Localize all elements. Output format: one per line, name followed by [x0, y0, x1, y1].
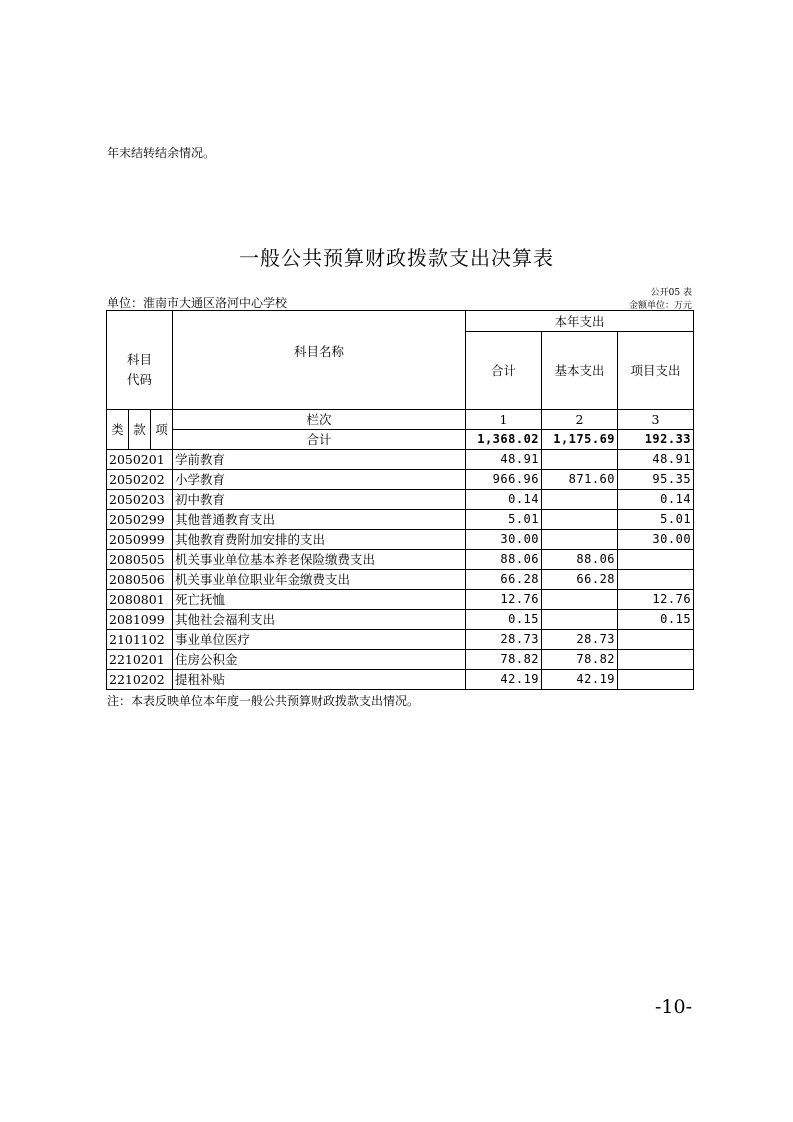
row-code: 2050203 [107, 490, 173, 510]
table-row [107, 630, 694, 650]
row-basic [542, 490, 618, 510]
table-row [107, 610, 694, 630]
row-project [618, 550, 694, 570]
row-name: 小学教育 [173, 470, 466, 490]
index-row [107, 410, 694, 430]
row-total: 5.01 [466, 510, 542, 530]
page-title: 一般公共预算财政拨款支出决算表 [239, 246, 554, 270]
lanci-label: 栏次 [173, 410, 466, 430]
header-row-1 [107, 311, 694, 332]
row-code: 2080801 [107, 590, 173, 610]
expenditure-table [106, 310, 694, 690]
row-project: 30.00 [618, 530, 694, 550]
table-row [107, 570, 694, 590]
row-code: 2050201 [107, 450, 173, 470]
row-code: 2101102 [107, 630, 173, 650]
row-basic: 871.60 [542, 470, 618, 490]
total-row-project: 192.33 [618, 430, 694, 450]
row-name: 其他普通教育支出 [173, 510, 466, 530]
table-footnote: 注：本表反映单位本年度一般公共预算财政拨款支出情况。 [107, 694, 420, 708]
row-basic: 78.82 [542, 650, 618, 670]
col-project-header: 项目支出 [618, 332, 694, 410]
row-project: 0.14 [618, 490, 694, 510]
row-name: 机关事业单位基本养老保险缴费支出 [173, 550, 466, 570]
table-row [107, 450, 694, 470]
col-index-2: 2 [542, 410, 618, 430]
row-total: 28.73 [466, 630, 542, 650]
row-name: 其他教育费附加安排的支出 [173, 530, 466, 550]
row-total: 88.06 [466, 550, 542, 570]
total-row-label: 合计 [173, 430, 466, 450]
total-row-total: 1,368.02 [466, 430, 542, 450]
lei-header: 类 [107, 410, 129, 450]
row-name: 事业单位医疗 [173, 630, 466, 650]
form-number: 公开05 表 [650, 288, 692, 298]
row-total: 48.91 [466, 450, 542, 470]
table-row [107, 470, 694, 490]
row-total: 12.76 [466, 590, 542, 610]
row-basic: 88.06 [542, 550, 618, 570]
table-row [107, 590, 694, 610]
row-name: 学前教育 [173, 450, 466, 470]
row-code: 2080505 [107, 550, 173, 570]
unit-label: 单位：淮南市大通区洛河中心学校 [107, 296, 288, 310]
row-total: 0.15 [466, 610, 542, 630]
row-total: 966.96 [466, 470, 542, 490]
code-header [107, 311, 173, 410]
total-row [107, 430, 694, 450]
row-code: 2050299 [107, 510, 173, 530]
row-total: 0.14 [466, 490, 542, 510]
previous-section-note: 年末结转结余情况。 [107, 146, 216, 160]
row-project: 12.76 [618, 590, 694, 610]
row-project [618, 670, 694, 690]
row-project: 95.35 [618, 470, 694, 490]
row-basic [542, 450, 618, 470]
table-row [107, 490, 694, 510]
row-name: 住房公积金 [173, 650, 466, 670]
row-basic: 42.19 [542, 670, 618, 690]
row-basic [542, 590, 618, 610]
col-total-header: 合计 [466, 332, 542, 410]
row-project [618, 650, 694, 670]
year-expenditure-header: 本年支出 [466, 311, 694, 332]
row-project: 0.15 [618, 610, 694, 630]
table-row [107, 550, 694, 570]
row-total: 30.00 [466, 530, 542, 550]
row-basic: 28.73 [542, 630, 618, 650]
row-code: 2050999 [107, 530, 173, 550]
row-basic [542, 530, 618, 550]
row-name: 提租补贴 [173, 670, 466, 690]
row-total: 66.28 [466, 570, 542, 590]
row-project [618, 630, 694, 650]
row-name: 死亡抚恤 [173, 590, 466, 610]
row-code: 2081099 [107, 610, 173, 630]
row-basic [542, 610, 618, 630]
kuan-header: 款 [129, 410, 151, 450]
col-basic-header: 基本支出 [542, 332, 618, 410]
money-unit-label: 金额单位：万元 [628, 301, 692, 311]
row-project [618, 570, 694, 590]
row-name: 初中教育 [173, 490, 466, 510]
row-name: 其他社会福利支出 [173, 610, 466, 630]
row-code: 2210202 [107, 670, 173, 690]
row-code: 2080506 [107, 570, 173, 590]
page-number: -10- [654, 996, 692, 1018]
table-row [107, 650, 694, 670]
code-header-label: 科目 代码 [127, 352, 153, 387]
row-project: 5.01 [618, 510, 694, 530]
row-code: 2050202 [107, 470, 173, 490]
row-total: 42.19 [466, 670, 542, 690]
col-index-3: 3 [618, 410, 694, 430]
table-row [107, 670, 694, 690]
row-basic: 66.28 [542, 570, 618, 590]
col-index-1: 1 [466, 410, 542, 430]
xiang-header: 项 [151, 410, 173, 450]
table-row [107, 530, 694, 550]
name-header: 科目名称 [173, 311, 466, 410]
row-basic [542, 510, 618, 530]
table-row [107, 510, 694, 530]
row-name: 机关事业单位职业年金缴费支出 [173, 570, 466, 590]
total-row-basic: 1,175.69 [542, 430, 618, 450]
row-code: 2210201 [107, 650, 173, 670]
row-project: 48.91 [618, 450, 694, 470]
row-total: 78.82 [466, 650, 542, 670]
